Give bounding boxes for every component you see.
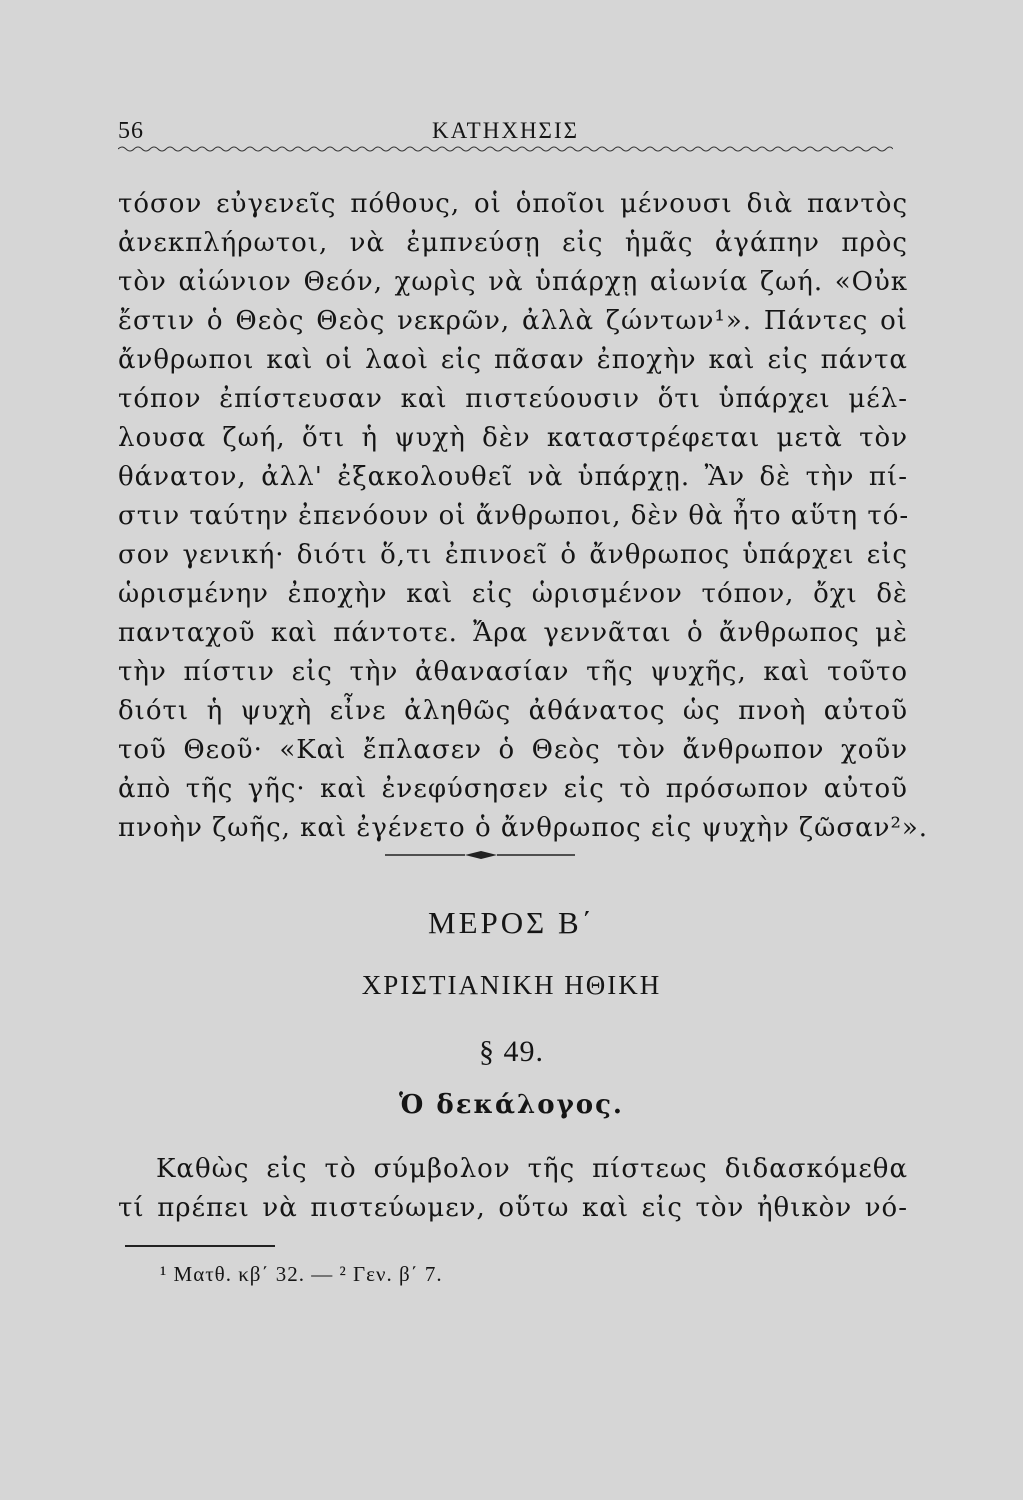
text-line: τί πρέπει νὰ πιστεύωμεν, οὕτω καὶ εἰς τὸν ἠθικὸν νό- [118, 1193, 908, 1223]
text-line: τόσον εὐγενεῖς πόθους, οἱ ὁποῖοι μένουσι διὰ παντὸς [118, 189, 908, 219]
text-line: ὡρισμένην ἐποχὴν καὶ εἰς ὡρισμένον τόπον, ὄχι δὲ [118, 579, 908, 609]
text-line: ἀπὸ τῆς γῆς· καὶ ἐνεφύσησεν εἰς τὸ πρόσωπον αὐτοῦ [118, 774, 908, 804]
page-header [118, 110, 893, 150]
text-line: τοῦ Θεοῦ· «Καὶ ἔπλασεν ὁ Θεὸς τὸν ἄνθρωπον χοῦν [118, 735, 908, 765]
section-number: § 49. [479, 1035, 544, 1068]
text-line: τὸν αἰώνιον Θεόν, χωρὶς νὰ ὑπάρχῃ αἰωνία ζωή. «Οὐκ [118, 267, 908, 297]
text-line: λουσα ζωή, ὅτι ἡ ψυχὴ δὲν καταστρέφεται μετὰ τὸν [118, 423, 908, 453]
part-subheading: ΧΡΙΣΤΙΑΝΙΚΗ ΗΘΙΚΗ [361, 970, 662, 1000]
section-title: Ὁ δεκάλογος. [399, 1090, 624, 1120]
text-line: τὴν πίστιν εἰς τὴν ἀθανασίαν τῆς ψυχῆς, καὶ τοῦτο [118, 657, 908, 687]
text-line: πνοὴν ζωῆς, καὶ ἐγένετο ὁ ἄνθρωπος εἰς ψυχὴν ζῶσαν²». [118, 813, 929, 843]
header-wavy-rule [118, 145, 893, 153]
text-line: πανταχοῦ καὶ πάντοτε. Ἄρα γεννᾶται ὁ ἄνθρωπος μὲ [118, 618, 908, 648]
text-line: διότι ἡ ψυχὴ εἶνε ἀληθῶς ἀθάνατος ὡς πνοὴ αὐτοῦ [118, 696, 908, 726]
text-line: στιν ταύτην ἐπενόουν οἱ ἄνθρωποι, δὲν θὰ ἦτο αὕτη τό- [118, 501, 910, 531]
section-paragraph [118, 1150, 908, 1228]
text-line: ἔστιν ὁ Θεὸς Θεὸς νεκρῶν, ἀλλὰ ζώντων¹». Πάντες οἱ [118, 306, 908, 336]
text-line: θάνατον, ἀλλ' ἐξακολουθεῖ νὰ ὑπάρχῃ. Ἂν δὲ τὴν πί- [118, 462, 908, 492]
main-paragraph [118, 185, 929, 848]
part-heading: ΜΕΡΟΣ Β΄ [428, 905, 595, 940]
text-line: τόπον ἐπίστευσαν καὶ πιστεύουσιν ὅτι ὑπάρχει μέλ- [118, 384, 908, 414]
page-number: 56 [118, 118, 144, 144]
footnote: ¹ Ματθ. κβ΄ 32. — ² Γεν. β΄ 7. [160, 1262, 443, 1286]
running-title: ΚΑΤΗΧΗΣΙΣ [431, 118, 579, 143]
text-line: Καθὼς εἰς τὸ σύμβολον τῆς πίστεως διδασκόμεθα [156, 1154, 908, 1184]
text-line: σον γενική· διότι ὅ,τι ἐπινοεῖ ὁ ἄνθρωπος ὑπάρχει εἰς [118, 540, 908, 570]
text-line: ἀνεκπλήρωτοι, νὰ ἐμπνεύσῃ εἰς ἡμᾶς ἀγάπην πρὸς [118, 228, 908, 258]
footnote-divider [125, 1245, 275, 1247]
section-divider-ornament [385, 848, 575, 862]
text-line: ἄνθρωποι καὶ οἱ λαοὶ εἰς πᾶσαν ἐποχὴν καὶ εἰς πάντα [118, 345, 908, 375]
